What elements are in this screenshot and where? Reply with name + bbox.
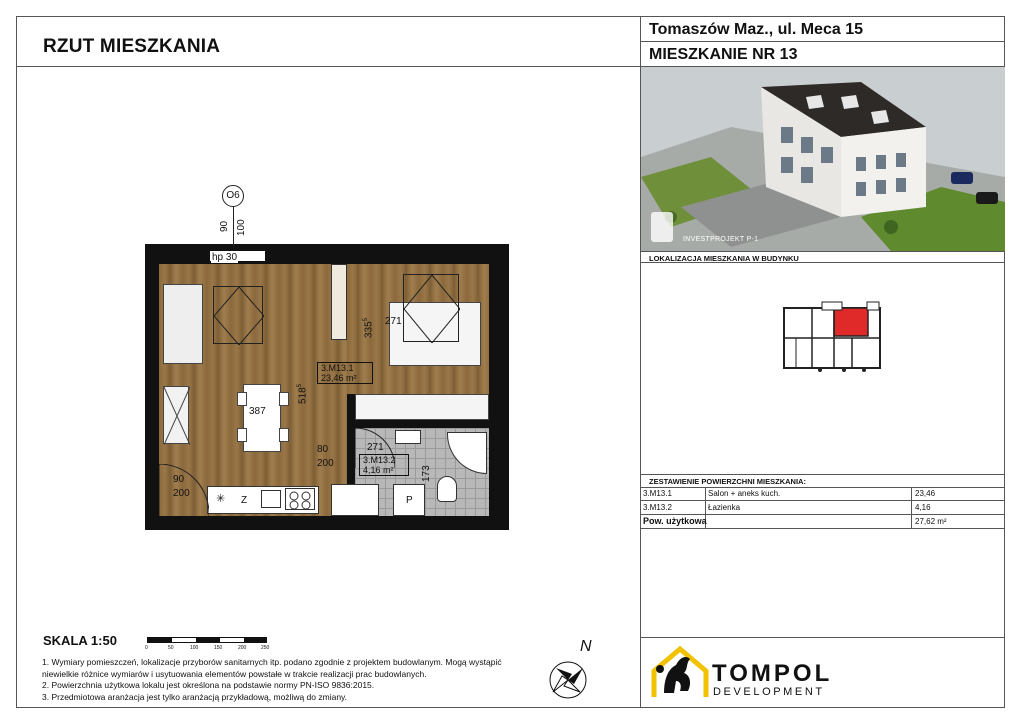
summary-row1-area: 23,46 bbox=[915, 489, 936, 498]
building-key-plan bbox=[782, 300, 882, 374]
scale-tick-250: 250 bbox=[261, 645, 270, 651]
apartment-number: MIESZKANIE NR 13 bbox=[649, 46, 798, 63]
plan-chair-2 bbox=[237, 428, 247, 442]
location-heading: LOKALIZACJA MIESZKANIA W BUDYNKU bbox=[649, 254, 799, 263]
plan-wall-bath-top bbox=[347, 420, 489, 428]
plan-dim-90: 90 bbox=[173, 474, 185, 485]
plan-room2-id: 3.M13.2 bbox=[363, 455, 396, 465]
plan-dim-200-a: 200 bbox=[317, 458, 334, 469]
page-title: RZUT MIESZKANIA bbox=[43, 36, 221, 57]
plan-axis-line bbox=[233, 207, 234, 247]
plan-extractor-icon: ✳ bbox=[216, 493, 226, 505]
plan-cabinet bbox=[163, 386, 189, 444]
summary-row1-id: 3.M13.1 bbox=[643, 489, 672, 498]
scale-label: SKALA 1:50 bbox=[43, 633, 117, 648]
summary-heading: ZESTAWIENIE POWIERZCHNI MIESZKANIA: bbox=[649, 477, 806, 486]
plan-chair-4 bbox=[279, 428, 289, 442]
plan-dim-top-1: 90 bbox=[219, 220, 230, 232]
summary-rule bbox=[640, 487, 1005, 488]
summary-col-rule-2 bbox=[911, 487, 912, 528]
plan-sofa bbox=[163, 284, 203, 364]
plan-wall-bottom bbox=[145, 516, 509, 530]
investprojekt-logo bbox=[651, 212, 673, 242]
summary-total-label: Pow. użytkowa bbox=[643, 516, 707, 526]
summary-row2-area: 4,16 bbox=[915, 503, 931, 512]
note-line-4: 3. Przedmiotowa aranżacja jest tylko aranżacją przykładową, możliwą do zmiany. bbox=[42, 691, 348, 702]
building-render bbox=[641, 67, 1005, 251]
tompol-logo-icon bbox=[650, 643, 710, 699]
header-right-divider bbox=[640, 41, 1005, 42]
summary-row2-name: Łazienka bbox=[708, 503, 741, 512]
building-render-image bbox=[641, 67, 1005, 251]
plan-room1-area: 23,46 m² bbox=[321, 373, 357, 383]
summary-row2-id: 3.M13.2 bbox=[643, 503, 672, 512]
plan-dim-80: 80 bbox=[317, 444, 329, 455]
plan-wardrobe bbox=[355, 394, 489, 420]
plan-washbasin bbox=[395, 430, 421, 444]
summary-row1-name: Salon + aneks kuch. bbox=[708, 489, 781, 498]
scale-bar bbox=[147, 637, 267, 643]
plan-dim-200-b: 200 bbox=[173, 488, 190, 499]
plan-wall-right bbox=[489, 244, 509, 530]
scale-tick-150: 150 bbox=[214, 645, 223, 651]
summary-bottom-rule bbox=[640, 528, 1005, 529]
plan-dim-387: 387 bbox=[249, 406, 266, 417]
render-divider bbox=[640, 251, 1005, 252]
address: Tomaszów Maz., ul. Meca 15 bbox=[649, 21, 863, 38]
logo-sub: DEVELOPMENT bbox=[713, 686, 825, 698]
note-line-2: niewielkie różnice wymiarów i usytuowania elementów powstałe w trakcie realizacji prac budowlanych. bbox=[42, 668, 427, 679]
plan-letter-z: Z bbox=[241, 495, 248, 506]
plan-room1-id: 3.M13.1 bbox=[321, 363, 354, 373]
plan-sink bbox=[261, 490, 281, 508]
summary-total-value: 27,62 m² bbox=[915, 517, 947, 526]
plan-dim-271-top: 271 bbox=[385, 316, 402, 327]
compass-icon bbox=[548, 660, 588, 700]
plan-chair-3 bbox=[279, 392, 289, 406]
plan-partition bbox=[331, 264, 347, 340]
render-watermark: INVESTPROJEKT P-1 bbox=[683, 236, 759, 243]
compass-label: N bbox=[580, 638, 592, 655]
plan-cooktop bbox=[285, 488, 315, 510]
plan-dining-table bbox=[243, 384, 281, 452]
summary-row-rule-2 bbox=[640, 514, 1005, 515]
logo-divider bbox=[640, 637, 1005, 638]
plan-dim-173: 173 bbox=[421, 465, 432, 482]
plan-dim-top-2: 100 bbox=[236, 219, 247, 236]
plan-toilet bbox=[437, 476, 457, 502]
plan-axis-marker: O6 bbox=[222, 185, 244, 207]
floor-plan bbox=[145, 236, 509, 530]
plan-chair-1 bbox=[237, 392, 247, 406]
note-line-3: 2. Powierzchnia użytkowa lokalu jest określona na podstawie normy PN-ISO 9836:2015. bbox=[42, 680, 375, 690]
summary-row-rule-1 bbox=[640, 500, 1005, 501]
plan-dim-5185: $518^5$ bbox=[297, 383, 309, 404]
plan-bed-lamp bbox=[403, 274, 459, 342]
summary-top-divider bbox=[640, 474, 1005, 475]
plan-room2-area: 4,16 m² bbox=[363, 465, 394, 475]
plan-dim-3355: $335^5$ bbox=[363, 317, 375, 338]
scale-tick-100: 100 bbox=[190, 645, 199, 651]
plan-rug bbox=[213, 286, 263, 344]
plan-wall-top bbox=[145, 244, 509, 264]
plan-hp-label: hp 30 bbox=[212, 252, 238, 263]
plan-wall-left bbox=[145, 244, 159, 530]
note-line-1: 1. Wymiary pomieszczeń, lokalizacje przyborów sanitarnych itp. podano zgodnie z projektem budowlanym. Mogą wystąpić bbox=[42, 657, 502, 667]
notes bbox=[42, 657, 532, 703]
plan-dim-271-bath: 271 bbox=[367, 442, 384, 453]
scale-tick-0: 0 bbox=[145, 645, 148, 651]
logo-brand: TOMPOL bbox=[712, 660, 833, 687]
scale-tick-50: 50 bbox=[168, 645, 174, 651]
scale-tick-200: 200 bbox=[238, 645, 247, 651]
plan-letter-p: P bbox=[406, 495, 413, 506]
plan-fridge bbox=[331, 484, 379, 516]
